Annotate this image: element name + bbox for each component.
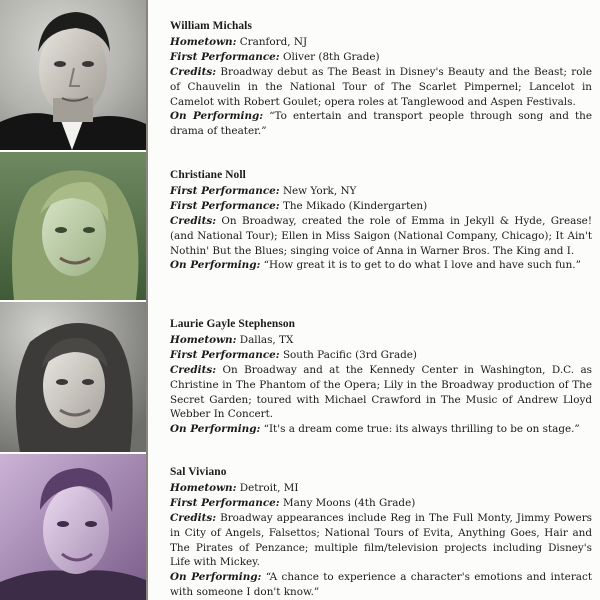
field-label: On Performing: bbox=[170, 571, 262, 584]
first-performance-field bbox=[170, 348, 592, 363]
william-michals-headshot bbox=[0, 0, 146, 150]
credits-field bbox=[170, 65, 592, 110]
field-label: On Performing: bbox=[170, 110, 264, 123]
bio-laurie-gayle-stephenson bbox=[170, 317, 592, 437]
field-label: Credits: bbox=[170, 511, 217, 524]
hometown-field bbox=[170, 333, 592, 348]
credits-field bbox=[170, 363, 592, 423]
field-label: Credits: bbox=[170, 65, 217, 78]
bio-sal-viviano bbox=[170, 465, 592, 600]
field-value: On Broadway, created the role of Emma in Jekyll & Hyde, Grease! (and National Tour); Ellen in Miss Saigon (National Company, Chicago); It Ain't Nothin' But the Blues; singing voice of Anna in Warner Bros. The King and I. bbox=[170, 214, 592, 257]
bio-christiane-noll bbox=[170, 168, 592, 273]
field-value: Many Moons (4th Grade) bbox=[282, 496, 416, 509]
hometown-field bbox=[170, 35, 592, 50]
bio-william-michals bbox=[170, 19, 592, 139]
first-performance-field bbox=[170, 199, 592, 214]
on-performing-field bbox=[170, 570, 592, 600]
performer-name: Christiane Noll bbox=[170, 169, 246, 181]
field-label: First Performance: bbox=[170, 496, 280, 509]
photo-column-divider bbox=[146, 0, 148, 600]
field-label: Credits: bbox=[170, 214, 217, 227]
field-label: Credits: bbox=[170, 363, 217, 376]
field-value: The Mikado (Kindergarten) bbox=[282, 199, 428, 212]
field-value: Cranford, NJ bbox=[239, 35, 308, 48]
performer-name: Laurie Gayle Stephenson bbox=[170, 318, 296, 330]
credits-field bbox=[170, 214, 592, 259]
field-label: Hometown: bbox=[170, 481, 237, 494]
hometown-field bbox=[170, 481, 592, 496]
credits-field bbox=[170, 511, 592, 571]
performer-name: William Michals bbox=[170, 20, 252, 32]
field-value: Detroit, MI bbox=[239, 481, 299, 494]
first-performance-field bbox=[170, 184, 592, 199]
field-value: Broadway debut as The Beast in Disney's Beauty and the Beast; role of Chauvelin in the National Tour of The Scarlet Pimpernel; Lancelot in Camelot with Robert Goulet; opera roles at Tanglewood and Aspen Festivals. bbox=[170, 65, 592, 108]
field-label: On Performing: bbox=[170, 259, 261, 272]
first-performance-field bbox=[170, 50, 592, 65]
field-value: On Broadway and at the Kennedy Center in Washington, D.C. as Christine in The Phantom of the Opera; Lily in the Broadway production of The Secret Garden; toured with Michael Crawford in The Music of Andrew Lloyd Webber In Concert. bbox=[170, 363, 592, 421]
field-label: On Performing: bbox=[170, 423, 261, 436]
field-value: Broadway appearances include Reg in The Full Monty, Jimmy Powers in City of Angels, Falsettos; National Tours of Evita, Anything Goes, Hair and The Pirates of Penzance; multiple film/television projects including Disney's Life with Mickey. bbox=[170, 511, 593, 569]
field-label: Hometown: bbox=[170, 333, 237, 346]
field-label: First Performance: bbox=[170, 50, 280, 63]
field-value: Oliver (8th Grade) bbox=[282, 50, 380, 63]
field-value: Dallas, TX bbox=[239, 333, 294, 346]
laurie-gayle-stephenson-headshot bbox=[0, 302, 146, 452]
on-performing-field bbox=[170, 422, 592, 437]
field-value: “A chance to experience a character's emotions and interact with someone I don't know.” bbox=[170, 571, 592, 599]
field-value: New York, NY bbox=[282, 184, 357, 197]
field-label: First Performance: bbox=[170, 348, 280, 361]
first-performance-field bbox=[170, 496, 592, 511]
field-value: “To entertain and transport people through song and the drama of theater.” bbox=[170, 110, 592, 138]
field-value: “How great it is to get to do what I love and have such fun.” bbox=[263, 259, 581, 272]
field-value: “It's a dream come true: its always thrilling to be on stage.” bbox=[263, 423, 580, 436]
field-label: Hometown: bbox=[170, 35, 237, 48]
field-value: South Pacific (3rd Grade) bbox=[282, 348, 417, 361]
on-performing-field bbox=[170, 109, 592, 139]
field-label: First Performance: bbox=[170, 199, 280, 212]
sal-viviano-headshot bbox=[0, 454, 146, 600]
on-performing-field bbox=[170, 258, 592, 273]
performer-name: Sal Viviano bbox=[170, 466, 227, 478]
christiane-noll-headshot bbox=[0, 152, 146, 300]
field-label: First Performance: bbox=[170, 184, 280, 197]
